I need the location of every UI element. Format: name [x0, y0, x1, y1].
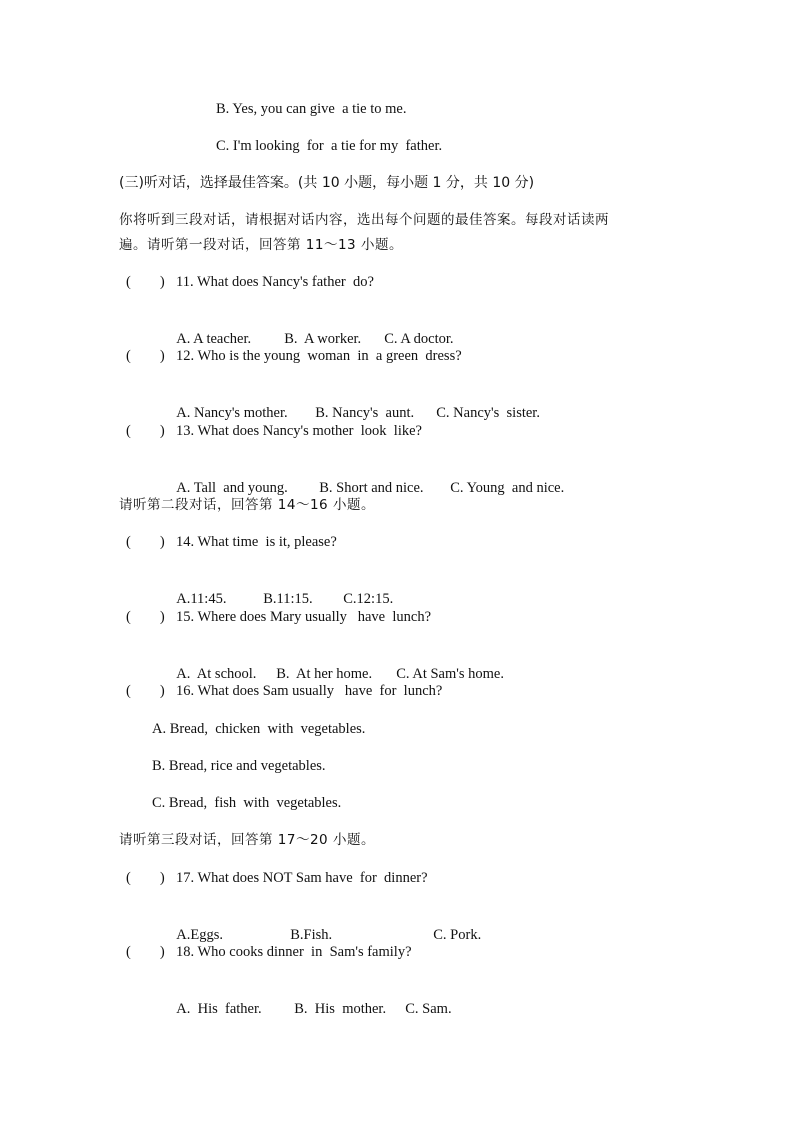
answer-paren: ( ) — [126, 423, 165, 439]
question-13 — [126, 421, 422, 441]
option-b: B. His mother. — [294, 1001, 387, 1017]
question-11 — [126, 272, 374, 292]
question-15-options — [169, 644, 504, 684]
option-c: C.12:15. — [343, 591, 394, 607]
question-14 — [126, 532, 337, 552]
option-c: C. A doctor. — [384, 331, 454, 347]
answer-paren: ( ) — [126, 609, 165, 625]
question-text: 11. What does Nancy's father do? — [176, 274, 374, 290]
option-c: C. At Sam's home. — [396, 666, 504, 682]
question-text: 15. Where does Mary usually have lunch? — [176, 609, 432, 625]
option-b: B. Nancy's aunt. — [315, 405, 415, 421]
question-12 — [126, 346, 462, 366]
question-16-option-b: B. Bread, rice and vegetables. — [152, 758, 326, 774]
section-title: (三)听对话，选择最佳答案。(共 10 小题，每小题 1 分，共 10 分) — [119, 175, 535, 191]
dialogue-3-intro: 请听第三段对话，回答第 17～20 小题。 — [119, 832, 375, 848]
question-11-options — [169, 309, 454, 349]
answer-paren: ( ) — [126, 534, 165, 550]
question-text: 13. What does Nancy's mother look like? — [176, 423, 422, 439]
option-b: B. Short and nice. — [319, 480, 424, 496]
option-b: B. At her home. — [276, 666, 373, 682]
question-text: 14. What time is it, please? — [176, 534, 337, 550]
option-c: C. Nancy's sister. — [436, 405, 540, 421]
option-b: B. A worker. — [284, 331, 362, 347]
answer-paren: ( ) — [126, 683, 165, 699]
answer-paren: ( ) — [126, 944, 165, 960]
option-c: C. Young and nice. — [450, 480, 565, 496]
instructions-line-1: 你将听到三段对话，请根据对话内容，选出每个问题的最佳答案。每段对话读两 — [119, 212, 609, 228]
question-14-options — [169, 569, 393, 609]
question-13-options — [169, 458, 564, 498]
question-12-options — [169, 383, 540, 423]
question-16 — [126, 681, 442, 701]
question-text: 17. What does NOT Sam have for dinner? — [176, 870, 428, 886]
option-a: A. His father. — [176, 1001, 262, 1017]
question-text: 12. Who is the young woman in a green dress? — [176, 348, 462, 364]
question-16-option-c: C. Bread, fish with vegetables. — [152, 795, 342, 811]
question-text: 18. Who cooks dinner in Sam's family? — [176, 944, 412, 960]
dialogue-2-intro: 请听第二段对话，回答第 14～16 小题。 — [119, 497, 375, 513]
option-a: A.11:45. — [176, 591, 227, 607]
answer-paren: ( ) — [126, 870, 165, 886]
question-15 — [126, 607, 431, 627]
question-18-options — [169, 979, 452, 1019]
option-a: A. Tall and young. — [176, 480, 288, 496]
option-a: A. A teacher. — [176, 331, 252, 347]
answer-paren: ( ) — [126, 348, 165, 364]
question-17 — [126, 868, 428, 888]
question-text: 16. What does Sam usually have for lunch? — [176, 683, 443, 699]
option-a: A. At school. — [176, 666, 257, 682]
question-18 — [126, 942, 412, 962]
option-b-text: B. Yes, you can give a tie to me. — [216, 101, 407, 117]
question-17-options — [169, 905, 481, 945]
answer-paren: ( ) — [126, 274, 165, 290]
option-b: B.Fish. — [290, 927, 333, 943]
instructions-line-2: 遍。请听第一段对话，回答第 11～13 小题。 — [119, 237, 403, 253]
option-c: C. Sam. — [405, 1001, 452, 1017]
option-a: A.Eggs. — [176, 927, 223, 943]
option-c-text: C. I'm looking for a tie for my father. — [216, 138, 443, 154]
option-c: C. Pork. — [433, 927, 482, 943]
question-16-option-a: A. Bread, chicken with vegetables. — [152, 721, 366, 737]
option-b: B.11:15. — [263, 591, 313, 607]
option-a: A. Nancy's mother. — [176, 405, 288, 421]
